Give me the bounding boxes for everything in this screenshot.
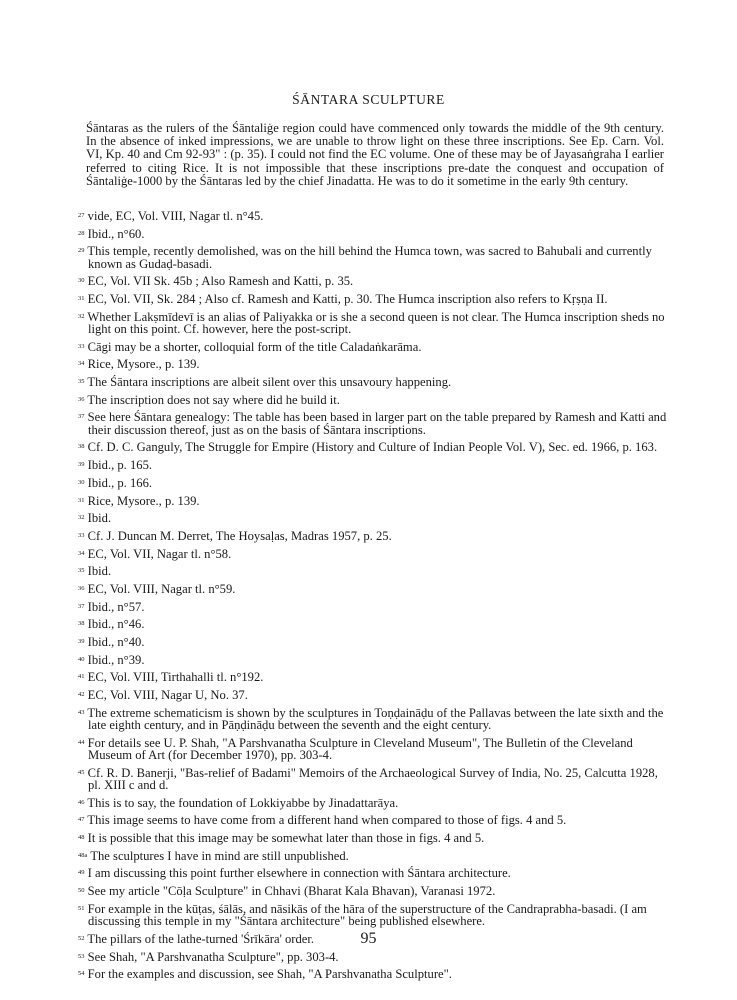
footnote-text: Rice, Mysore., p. 139. — [87, 357, 200, 372]
footnote-number: 35 — [78, 567, 85, 575]
footnote — [78, 459, 672, 471]
footnote-number: 34 — [78, 360, 85, 368]
footnote — [78, 245, 672, 270]
footnote-number: 41 — [78, 673, 85, 681]
footnote-number: 43 — [78, 708, 85, 716]
footnote — [78, 867, 672, 879]
footnote-number: 31 — [78, 496, 85, 504]
footnote-number: 37 — [78, 602, 85, 610]
footnote-number: 29 — [78, 247, 85, 255]
footnote-text: The Śāntara inscriptions are albeit silent over this unsavoury happening. — [87, 375, 452, 390]
footnote-number: 44 — [78, 738, 85, 746]
footnote — [78, 228, 672, 240]
footnote-number: 33 — [78, 531, 85, 539]
footnote-number: 49 — [78, 869, 85, 877]
footnote — [78, 583, 672, 595]
footnote-text: Ibid., p. 165. — [87, 458, 153, 473]
footnote-number: 35 — [78, 378, 85, 386]
continued-footnote-text: Śāntaras as the rulers of the Śāntaliġe region could have commenced only towards the middle of the 9th century. In the absence of inked impressions, we are unable to throw light on these three inscriptions. See Ep. Carn. Vol. VI, Kp. 40 and Cm 92-93" : (p. 35). I could not find the EC volume. One of these may be of Jayasaṅgraha I earlier referred to citing Rice. It is not impossible that these inscriptions pre-date the conquest and occupation of Śāntaliġe-1000 by the Śāntaras led by the chief Jinadatta. He was to do it sometime in the early 9th century. — [86, 121, 664, 188]
footnote-text: Ibid. — [87, 564, 112, 579]
footnote-number: 45 — [78, 768, 85, 776]
footnote-text: See Shah, "A Parshvanatha Sculpture", pp. 303-4. — [87, 949, 339, 964]
footnote-number: 36 — [78, 584, 85, 592]
footnote-text: For example in the kūṭas, śālās, and nāsikās of the hāra of the superstructure of the Candraprabha-basadi. (I am discussing this temple in my "Śāntara architecture" being published elsewhere. — [87, 901, 647, 929]
footnote-text: Ibid., n°40. — [87, 635, 145, 650]
footnote — [78, 477, 672, 489]
footnote-text: The sculptures I have in mind are still unpublished. — [90, 848, 349, 863]
footnote — [78, 495, 672, 507]
footnote — [78, 903, 672, 928]
footnote — [78, 885, 672, 897]
footnote — [78, 565, 672, 577]
footnote-number: 40 — [78, 655, 85, 663]
footnote — [78, 767, 672, 792]
footnote-text: Ibid., n°46. — [87, 617, 145, 632]
footnote-number: 36 — [78, 395, 85, 403]
footnote-text: It is possible that this image may be somewhat later than those in figs. 4 and 5. — [87, 831, 485, 846]
footnote-number: 39 — [78, 638, 85, 646]
footnote-text: EC, Vol. VII, Sk. 284 ; Also cf. Ramesh and Katti, p. 30. The Humca inscription also refers to Kṛṣṇa II. — [87, 292, 608, 307]
footnote-number: 42 — [78, 691, 85, 699]
footnote-number: 54 — [78, 970, 85, 978]
footnote-number: 48a — [78, 851, 88, 859]
footnote-text: The extreme schematicism is shown by the sculptures in Toṇḍaināḍu of the Pallavas between the late sixth and the late eighth century, and in Pāṇḍināḍu between the seventh and the eight century. — [87, 705, 664, 733]
footnote-number: 33 — [78, 342, 85, 350]
footnote-number: 53 — [78, 952, 85, 960]
footnote-text: Ibid., p. 166. — [87, 475, 153, 490]
footnote-number: 31 — [78, 295, 85, 303]
footnote-text: For details see U. P. Shah, "A Parshvanatha Sculpture in Cleveland Museum", The Bulletin of the Cleveland Museum of Art (for December 1970), pp. 303-4. — [87, 735, 633, 763]
footnote-number: 39 — [78, 461, 85, 469]
footnote — [78, 654, 672, 666]
footnote — [78, 689, 672, 701]
footnote-text: See here Śāntara genealogy: The table has been based in larger part on the table prepared by Ramesh and Katti and their discussion thereof, just as on the basis of Śāntara inscriptions. — [87, 410, 667, 437]
footnote-text: Cf. J. Duncan M. Derret, The Hoysaḷas, Madras 1957, p. 25. — [87, 528, 392, 543]
footnote-text: Cf. R. D. Banerji, "Bas-relief of Badami" Memoirs of the Archaeological Survey of India, No. 25, Calcutta 1928, pl. XIII c and d. — [87, 765, 658, 793]
running-header: ŚĀNTARA SCULPTURE — [292, 92, 445, 107]
footnote-text: EC, Vol. VII Sk. 45b ; Also Ramesh and Katti, p. 35. — [87, 274, 354, 289]
footnote — [78, 797, 672, 809]
footnote-number: 46 — [78, 798, 85, 806]
footnote-text: This temple, recently demolished, was on the hill behind the Humca town, was sacred to Bahubali and currently known as Gudaḍ-basadi. — [87, 244, 652, 271]
footnote-number: 38 — [78, 443, 85, 451]
footnote-text: Ibid., n°57. — [87, 599, 145, 614]
footnote-text: EC, Vol. VIII, Nagar U, No. 37. — [87, 688, 248, 703]
footnote — [78, 341, 672, 353]
footnote — [78, 275, 672, 287]
footnote-number: 30 — [78, 478, 85, 486]
footnote-number: 37 — [78, 413, 85, 421]
footnote-number: 30 — [78, 277, 85, 285]
footnote — [78, 832, 672, 844]
footnote — [78, 441, 672, 453]
footnote-text: The pillars of the lathe-turned 'Śrīkāra' order. — [87, 931, 315, 946]
footnote-text: Cf. D. C. Ganguly, The Struggle for Empire (History and Culture of Indian People Vol. V), Sec. ed. 1966, p. 163. — [87, 440, 658, 455]
footnote — [78, 512, 672, 524]
footnote-text: Ibid. — [87, 511, 112, 526]
footnote — [78, 411, 672, 436]
page-number: 95 — [360, 930, 377, 947]
footnote-text: Rice, Mysore., p. 139. — [87, 493, 200, 508]
footnote-text: See my article "Cōḷa Sculpture" in Chhavi (Bharat Kala Bhavan), Varanasi 1972. — [87, 884, 496, 899]
footnote-text: EC, Vol. VIII, Nagar tl. n°59. — [87, 581, 236, 596]
footnote-text: Ibid., n°60. — [87, 226, 145, 241]
footnote-text: vide, EC, Vol. VIII, Nagar tl. n°45. — [87, 209, 264, 223]
footnote-number: 50 — [78, 887, 85, 895]
footnote-number: 27 — [78, 212, 85, 219]
footnote-text: Whether Lakṣmīdevī is an alias of Paliyakka or is she a second queen is not clear. The Humca inscription sheds no light on this point. Cf. however, here the post-script. — [87, 309, 665, 337]
footnote — [78, 530, 672, 542]
footnote-number: 47 — [78, 816, 85, 824]
footnote — [78, 968, 672, 980]
footnote-number: 51 — [78, 904, 85, 912]
footnote — [78, 951, 672, 963]
footnote — [78, 636, 672, 648]
footnote — [78, 311, 672, 336]
footnote — [78, 376, 672, 388]
footnote — [78, 601, 672, 613]
footnote — [78, 671, 672, 683]
footnote — [78, 293, 672, 305]
footnote — [78, 707, 672, 732]
footnote-number: 32 — [78, 514, 85, 522]
footnotes-list — [78, 210, 672, 986]
footnote-number: 32 — [78, 312, 85, 320]
footnote-text: EC, Vol. VII, Nagar tl. n°58. — [87, 546, 232, 561]
footnote — [78, 850, 672, 862]
footnote — [78, 358, 672, 370]
footnote — [78, 737, 672, 762]
footnote-text: I am discussing this point further elsewhere in connection with Śāntara architecture. — [87, 866, 511, 881]
footnote-text: Cāgi may be a shorter, colloquial form of the title Caladaṅkarāma. — [87, 339, 422, 354]
footnote-text: For the examples and discussion, see Shah, "A Parshvanatha Sculpture". — [87, 967, 452, 982]
footnote-number: 48 — [78, 834, 85, 842]
footnote-number: 38 — [78, 620, 85, 628]
footnote-text: This is to say, the foundation of Lokkiyabbe by Jinadattarāya. — [87, 795, 399, 810]
footnote — [78, 618, 672, 630]
footnote-number: 28 — [78, 229, 85, 237]
footnote — [78, 394, 672, 406]
footnote — [78, 814, 672, 826]
footnote-text: EC, Vol. VIII, Tirthahalli tl. n°192. — [87, 670, 264, 685]
footnote — [78, 210, 672, 222]
footnote-text: Ibid., n°39. — [87, 652, 145, 667]
footnote-text: The inscription does not say where did he build it. — [87, 392, 340, 407]
footnote — [78, 548, 672, 560]
footnote-number: 34 — [78, 549, 85, 557]
footnote-text: This image seems to have come from a different hand when compared to those of figs. 4 and 5. — [87, 813, 567, 828]
footnote-number: 52 — [78, 934, 85, 942]
